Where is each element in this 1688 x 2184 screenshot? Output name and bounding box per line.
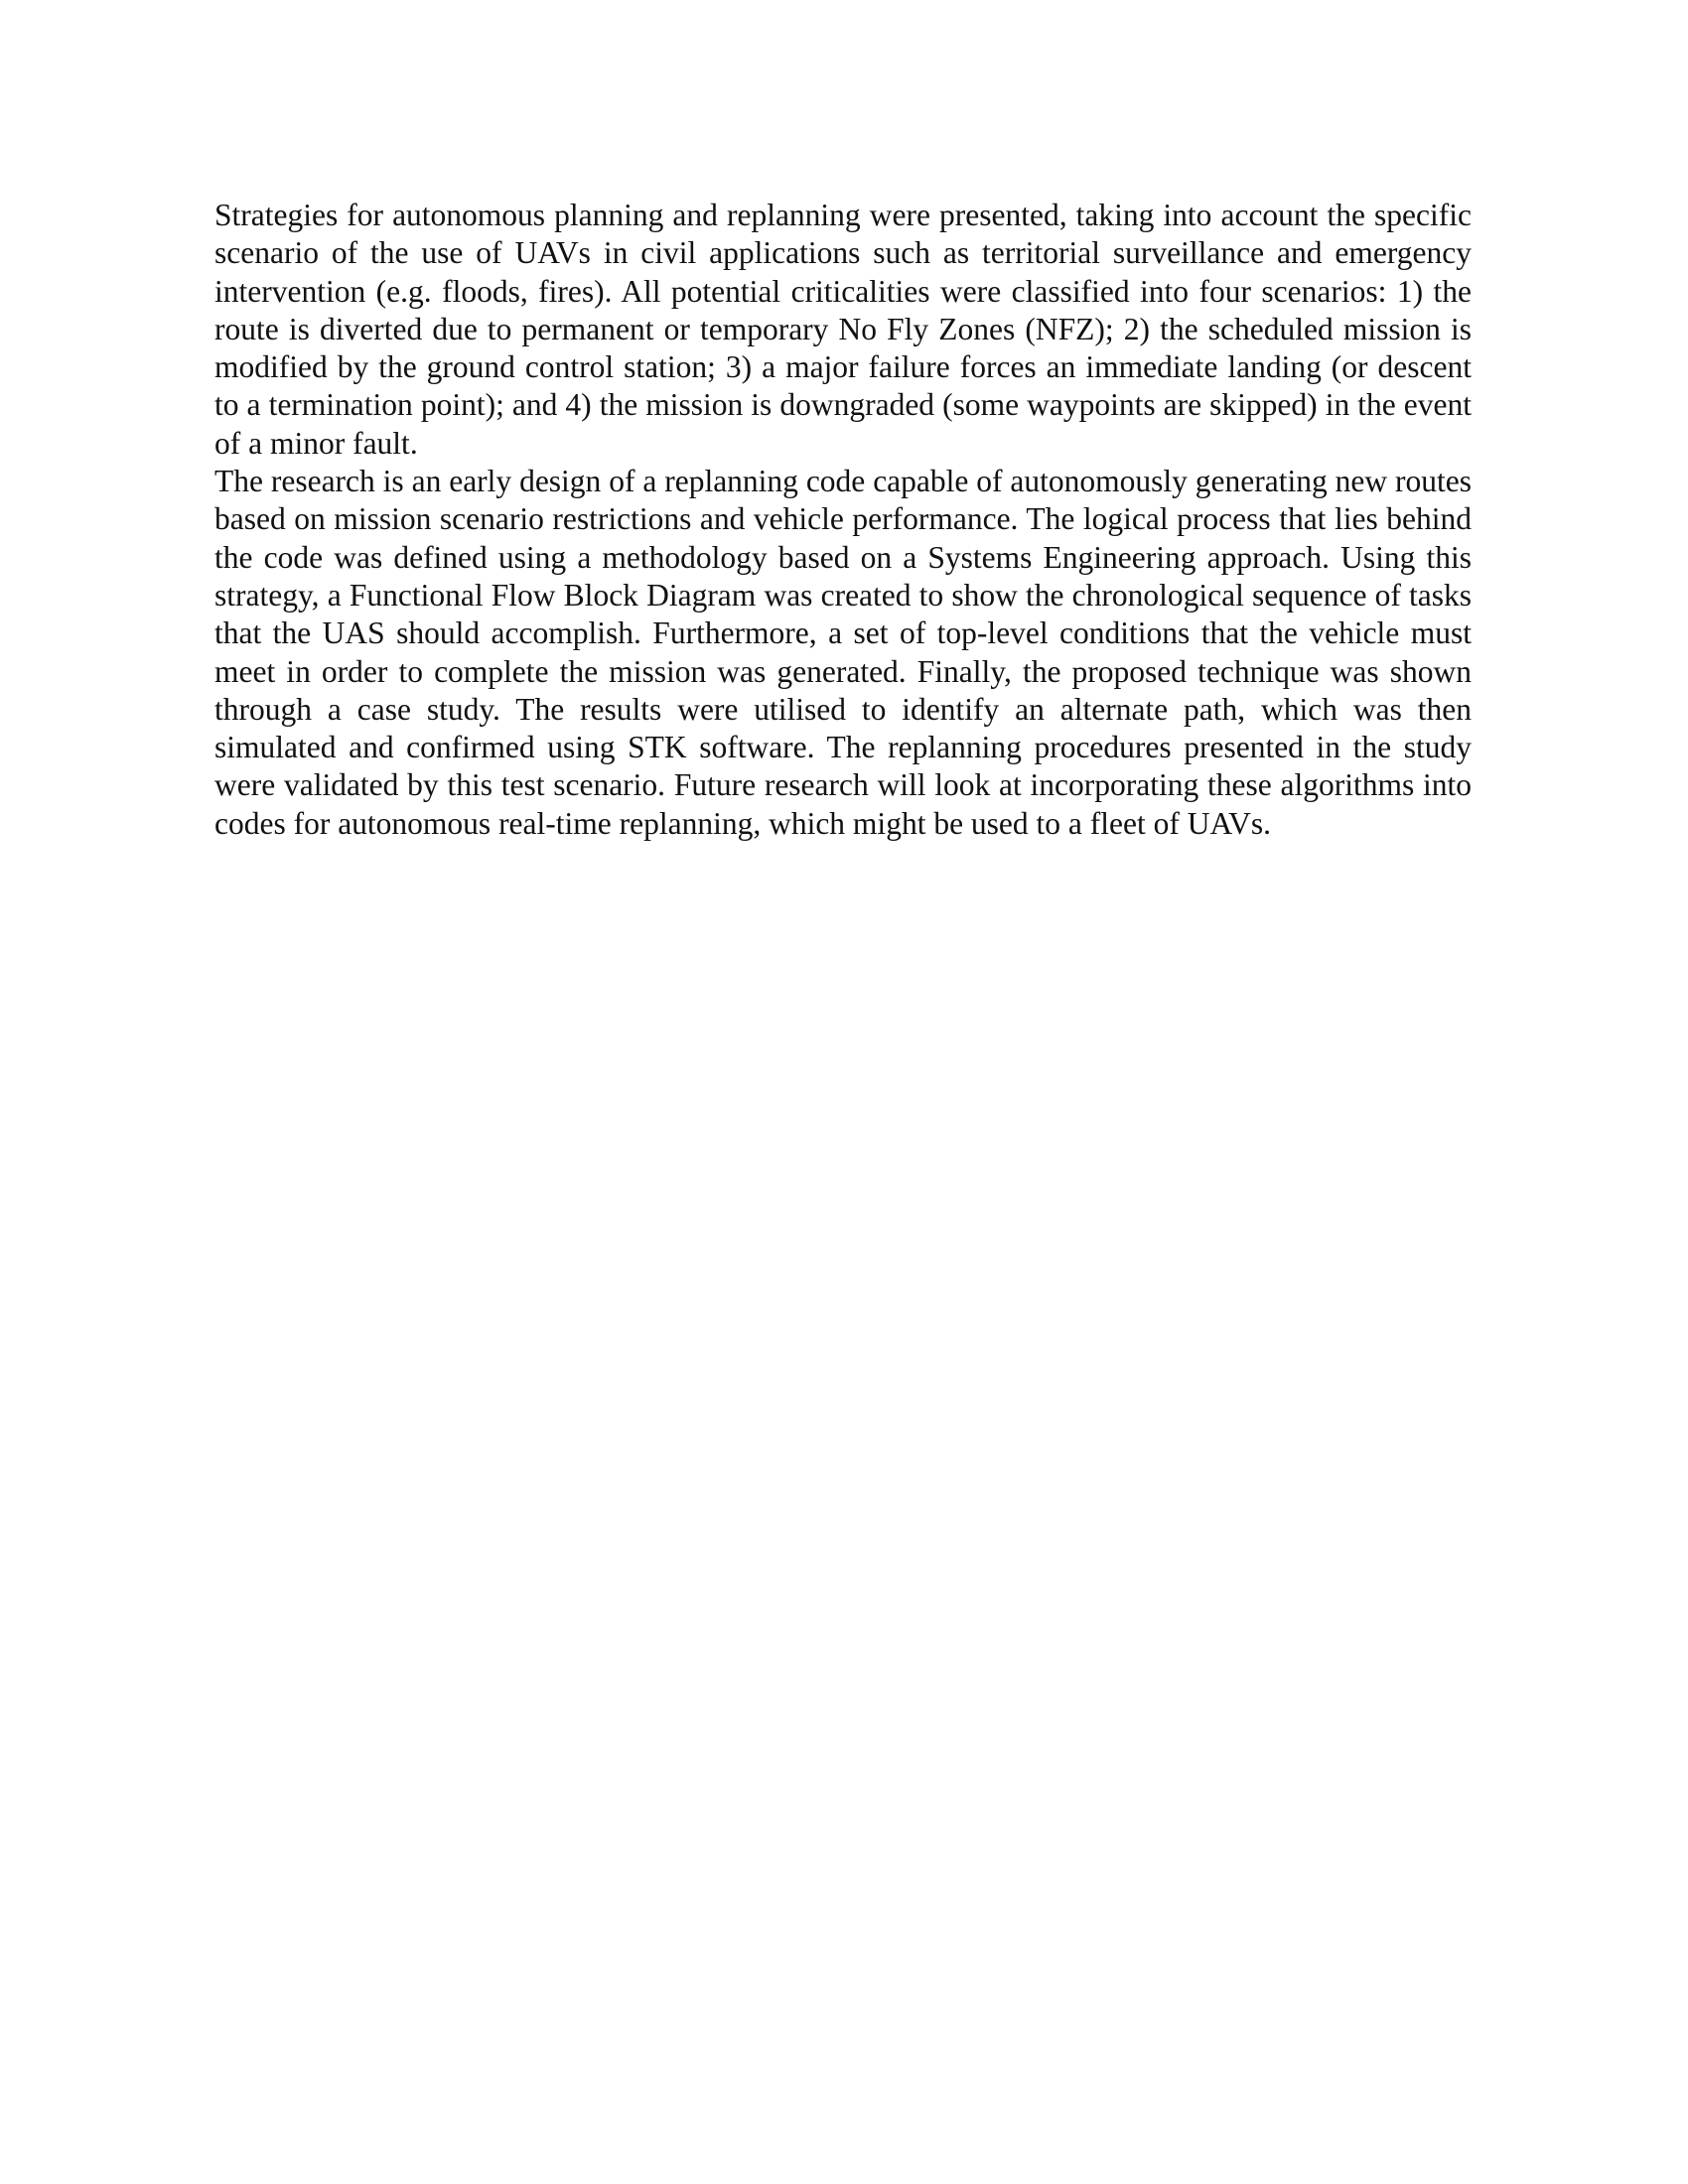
body-text bbox=[214, 197, 1472, 843]
paragraph-planning-strategies: Strategies for autonomous planning and replanning were presented, taking into account the specific scenario of the use of UAVs in civil applications such as territorial surveillance and emergency intervention (e.g. floods, fires). All potential criticalities were classified into four scenarios: 1) the route is diverted due to permanent or temporary No Fly Zones (NFZ); 2) the scheduled mission is modified by the ground control station; 3) a major failure forces an immediate landing (or descent to a termination point); and 4) the mission is downgraded (some waypoints are skipped) in the event of a minor fault. bbox=[214, 198, 1472, 461]
paragraph-replanning-research: The research is an early design of a replanning code capable of autonomously generating new routes based on mission scenario restrictions and vehicle performance. The logical process that lies behind the code was defined using a methodology based on a Systems Engineering approach. Using this strategy, a Functional Flow Block Diagram was created to show the chronological sequence of tasks that the UAS should accomplish. Furthermore, a set of top-level conditions that the vehicle must meet in order to complete the mission was generated. Finally, the proposed technique was shown through a case study. The results were utilised to identify an alternate path, which was then simulated and confirmed using STK software. The replanning procedures presented in the study were validated by this test scenario. Future research will look at incorporating these algorithms into codes for autonomous real-time replanning, which might be used to a fleet of UAVs. bbox=[214, 464, 1472, 841]
